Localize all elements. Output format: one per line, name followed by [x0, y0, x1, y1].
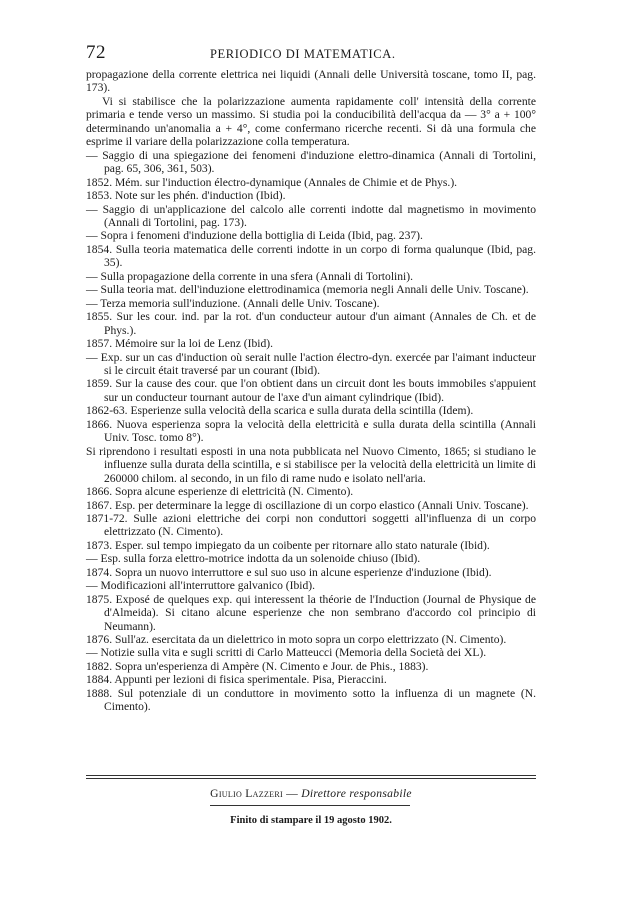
bibliography-entry: propagazione della corrente elettrica nei liquidi (Annali delle Università toscane, tomo II, pag. 173). [86, 68, 536, 95]
bibliography-entry: 1876. Sull'az. esercitata da un dielettrico in moto sopra un corpo elettrizzato (N. Cimento). [86, 633, 507, 647]
director-dash: — [282, 787, 302, 800]
director-name: Giulio Lazzeri [210, 787, 283, 800]
footer-short-rule [210, 805, 410, 806]
bibliography-entry: 1874. Sopra un nuovo interruttore e sul suo uso in alcune esperienze d'induzione (Ibid). [86, 565, 492, 579]
bibliography-entry: 1859. Sur la cause des cour. que l'on obtient dans un circuit dont les bouts immobiles s'appuient sur un conducteur tournant autour de l'axe d'un aimant cylindrique (Ibid). [86, 377, 536, 404]
bibliography-entry: 1857. Mémoire sur la loi de Lenz (Ibid). [86, 337, 274, 351]
bibliography-entry: 1875. Exposé de quelques exp. qui interessent la théorie de l'Induction (Journal de Physique de d'Almeida). Si citano alcune esperienze che non sembrano d'accordo col principio di Neumann). [86, 592, 536, 633]
page-number: 72 [86, 42, 106, 63]
bibliography-entry: — Sulla teoria mat. dell'induzione elettrodinamica (memoria negli Annali delle Univ. Toscane). [86, 283, 529, 297]
bibliography-entry: Vi si stabilisce che la polarizzazione aumenta rapidamente coll' intensità della corrente primaria e tende verso un massimo. Si studia poi la conducibilità dell'acqua da — 3° a + 100° determinando un'anomalia a + 4°, come confermano ricerche recenti. Si dà una formula che esprime il variare della polarizzazione colla temperatura. [86, 94, 536, 149]
bibliography-entry: 1882. Sopra un'esperienza di Ampère (N. Cimento e Jour. de Phis., 1883). [86, 659, 429, 673]
bibliography-entry: 1855. Sur les cour. ind. par la rot. d'un conducteur autour d'un aimant (Annales de Ch. et de Phys.). [86, 310, 536, 337]
bibliography-entry: — Modificazioni all'interruttore galvanico (Ibid). [86, 579, 316, 593]
bibliography-entry: 1884. Appunti per lezioni di fisica sperimentale. Pisa, Pieraccini. [86, 673, 387, 687]
bibliography-entry: 1854. Sulla teoria matematica delle correnti indotte in un corpo di forma qualunque (Ibid, pag. 35). [86, 242, 536, 270]
running-head: PERIODICO DI MATEMATICA. [210, 47, 396, 61]
bibliography-entry: 1862-63. Esperienze sulla velocità della scarica e sulla durata della scintilla (Idem). [86, 404, 474, 418]
bibliography-entry: 1873. Esper. sul tempo impiegato da un coibente per ritornare allo stato naturale (Ibid). [86, 538, 490, 552]
bibliography-entry: — Saggio di una spiegazione dei fenomeni d'induzione elettro-dinamica (Annali di Tortolini, pag. 65, 306, 361, 503). [86, 148, 536, 176]
director-role: Direttore responsabile [301, 787, 412, 800]
bibliography-entry: — Sulla propagazione della corrente in una sfera (Annali di Tortolini). [86, 269, 414, 283]
bibliography-body [86, 68, 536, 714]
bibliography-entry: — Exp. sur un cas d'induction où serait nulle l'action électro-dyn. exercée par l'aimant inducteur si le circuit était traversé par un courant (Ibid). [86, 350, 536, 377]
bibliography-entry: 1852. Mém. sur l'induction électro-dynamique (Annales de Chimie et de Phys.). [86, 175, 458, 189]
bibliography-entry: 1867. Esp. per determinare la legge di oscillazione di un corpo elastico (Annali Univ. Toscane). [86, 498, 529, 512]
bibliography-entry: — Sopra i fenomeni d'induzione della bottiglia di Leida (Ibid, pag. 237). [86, 229, 423, 243]
bibliography-entry: — Notizie sulla vita e sugli scritti di Carlo Matteucci (Memoria della Società dei XL). [86, 646, 487, 660]
bibliography-entry: Si riprendono i resultati esposti in una nota pubblicata nel Nuovo Cimento, 1865; si studiano le influenze sulla durata della scintilla, e si stabilisce per la velocità della elettricità un limite di 260000 chilom. al secondo, in un filo di rame nudo e isolato nell'aria. [86, 444, 536, 485]
bibliography-entry: 1866. Sopra alcune esperienze di elettricità (N. Cimento). [86, 485, 354, 499]
colophon: Finito di stampare il 19 agosto 1902. [230, 815, 392, 826]
bibliography-entry: — Esp. sulla forza elettro-motrice indotta da un solenoide chiuso (Ibid). [86, 552, 421, 566]
bibliography-entry: — Saggio di un'applicazione del calcolo alle correnti indotte dal magnetismo in movimento (Annali di Tortolini, pag. 173). [86, 202, 536, 229]
bibliography-entry: 1853. Note sur les phén. d'induction (Ibid). [86, 189, 286, 203]
bibliography-entry: 1888. Sul potenziale di un conduttore in movimento sotto la influenza di un magnete (N. Cimento). [86, 686, 536, 714]
director-line [86, 787, 536, 800]
footer-double-rule [86, 775, 536, 779]
bibliography-entry: 1866. Nuova esperienza sopra la velocità della elettricità e sulla durata della scintilla (Annali Univ. Tosc. tomo 8°). [86, 417, 536, 445]
bibliography-entry: — Terza memoria sull'induzione. (Annali delle Univ. Toscane). [86, 296, 380, 310]
bibliography-entry: 1871-72. Sulle azioni elettriche dei corpi non conduttori soggetti all'influenza di un corpo elettrizzato (N. Cimento). [86, 511, 536, 539]
